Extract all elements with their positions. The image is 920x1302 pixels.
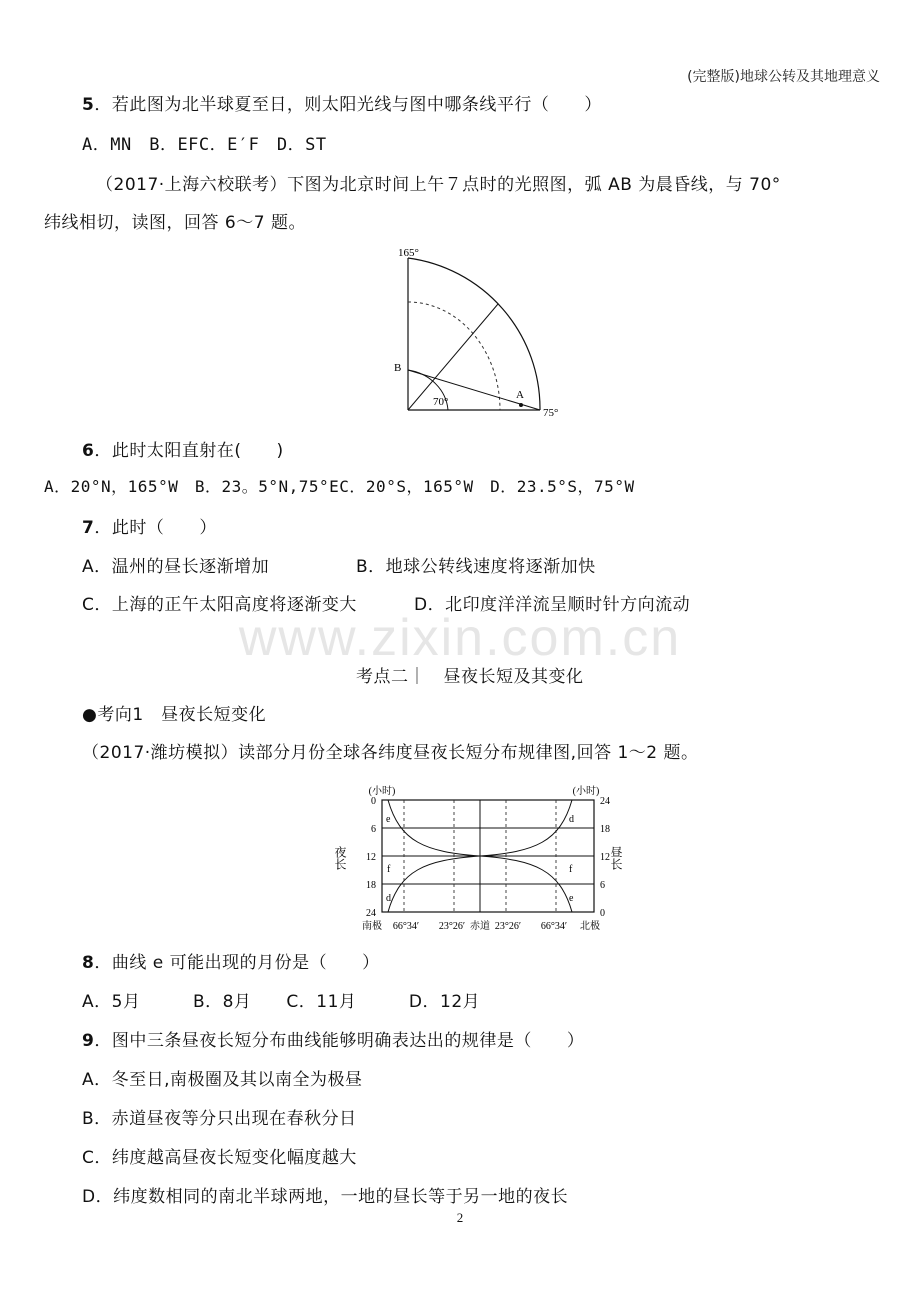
x-label: 23°26′ bbox=[494, 921, 522, 932]
right-tick: 12 bbox=[600, 852, 610, 863]
right-tick: 6 bbox=[600, 880, 605, 891]
question-text: ．若此图为北半球夏至日，则太阳光线与图中哪条线平行（ ） bbox=[94, 95, 602, 115]
question-text: ．图中三条昼夜长短分布曲线能够明确表达出的规律是（ ） bbox=[94, 1031, 585, 1051]
curve-label: d bbox=[386, 893, 391, 904]
question-5 bbox=[82, 90, 602, 115]
question-8 bbox=[82, 948, 380, 973]
point-a bbox=[519, 403, 523, 407]
question-5-options: A．MN B．EFC．E′F D．ST bbox=[82, 135, 327, 155]
question-number: 7 bbox=[82, 518, 95, 538]
curve-label: f bbox=[569, 864, 573, 875]
ylabel-left: 夜长 bbox=[333, 846, 347, 870]
x-label: 南极 bbox=[362, 921, 382, 932]
diagonal-line bbox=[408, 304, 498, 410]
question-number: 8 bbox=[82, 953, 95, 973]
x-label: 66°34′ bbox=[392, 921, 420, 932]
intro-paragraph-2: （2017·潍坊模拟）读部分月份全球各纬度昼夜长短分布规律图,回答 1～2 题。 bbox=[82, 743, 699, 763]
label-a: A bbox=[516, 389, 524, 401]
question-6-options: A．20°N，165°W B．23。5°N,75°EC．20°S，165°W D．23.5°S，75°W bbox=[44, 477, 635, 496]
label-165: 165° bbox=[398, 247, 419, 259]
right-tick: 18 bbox=[600, 824, 610, 835]
question-8-options: A．5月 B．8月 C．11月 D．12月 bbox=[82, 992, 481, 1012]
question-number: 9 bbox=[82, 1031, 95, 1051]
left-tick: 18 bbox=[366, 880, 376, 891]
option-a: A．冬至日,南极圈及其以南全为极昼 bbox=[82, 1070, 363, 1090]
option-b: B．赤道昼夜等分只出现在春秋分日 bbox=[82, 1109, 357, 1129]
option-d: D．纬度数相同的南北半球两地，一地的昼长等于另一地的夜长 bbox=[82, 1187, 569, 1207]
question-text: ．曲线 e 可能出现的月份是（ ） bbox=[94, 953, 380, 973]
question-number: 5 bbox=[82, 95, 95, 115]
label-b: B bbox=[394, 362, 402, 374]
left-tick: 6 bbox=[371, 824, 376, 835]
ylabel-right: 昼长 bbox=[609, 846, 623, 870]
x-label: 赤道 bbox=[470, 921, 490, 932]
option-a: A．温州的昼长逐渐增加 bbox=[82, 557, 270, 577]
x-label: 23°26′ bbox=[438, 921, 466, 932]
x-label: 北极 bbox=[580, 921, 600, 932]
curve-label: e bbox=[569, 893, 574, 904]
curve-label: f bbox=[387, 864, 391, 875]
right-tick: 24 bbox=[600, 796, 610, 807]
option-c: C．纬度越高昼夜长短变化幅度越大 bbox=[82, 1148, 357, 1168]
illumination-figure bbox=[390, 240, 580, 420]
question-9 bbox=[82, 1026, 584, 1051]
left-tick: 12 bbox=[366, 852, 376, 863]
day-night-length-figure bbox=[330, 772, 630, 938]
curve-label: e bbox=[386, 814, 391, 825]
question-number: 6 bbox=[82, 441, 95, 461]
question-text: ．此时（ ） bbox=[94, 518, 217, 538]
right-tick: 0 bbox=[600, 908, 605, 919]
bullet-icon: ● bbox=[82, 705, 98, 725]
x-label: 66°34′ bbox=[540, 921, 568, 932]
intro-paragraph-line1: （2017·上海六校联考）下图为北京时间上午７点时的光照图，弧 AB 为晨昏线，与 70° bbox=[96, 175, 781, 195]
option-c: C．上海的正午太阳高度将逐渐变大 bbox=[82, 595, 357, 615]
intro-paragraph-line2: 纬线相切，读图，回答 6～7 题。 bbox=[44, 213, 306, 233]
direction-heading bbox=[82, 700, 266, 725]
option-b: B．地球公转线速度将逐渐加快 bbox=[356, 557, 596, 577]
unit-left: (小时) bbox=[368, 786, 396, 797]
question-7 bbox=[82, 513, 217, 538]
watermark: www.zixin.com.cn bbox=[238, 609, 682, 667]
direction-text: 考向1 昼夜长短变化 bbox=[97, 705, 267, 725]
label-70: 70° bbox=[433, 396, 449, 408]
section-heading: 考点二｜ 昼夜长短及其变化 bbox=[356, 667, 584, 687]
left-tick: 24 bbox=[366, 908, 376, 919]
document-header: (完整版)地球公转及其地理意义 bbox=[687, 69, 880, 85]
unit-right: (小时) bbox=[572, 786, 600, 797]
question-text: ．此时太阳直射在( ) bbox=[94, 441, 284, 461]
question-6 bbox=[82, 436, 284, 461]
curve-label: d bbox=[569, 814, 574, 825]
option-d: D．北印度洋洋流呈顺时针方向流动 bbox=[414, 595, 691, 615]
page-number: 2 bbox=[456, 1210, 464, 1225]
left-tick: 0 bbox=[371, 796, 376, 807]
label-75: 75° bbox=[543, 407, 559, 419]
